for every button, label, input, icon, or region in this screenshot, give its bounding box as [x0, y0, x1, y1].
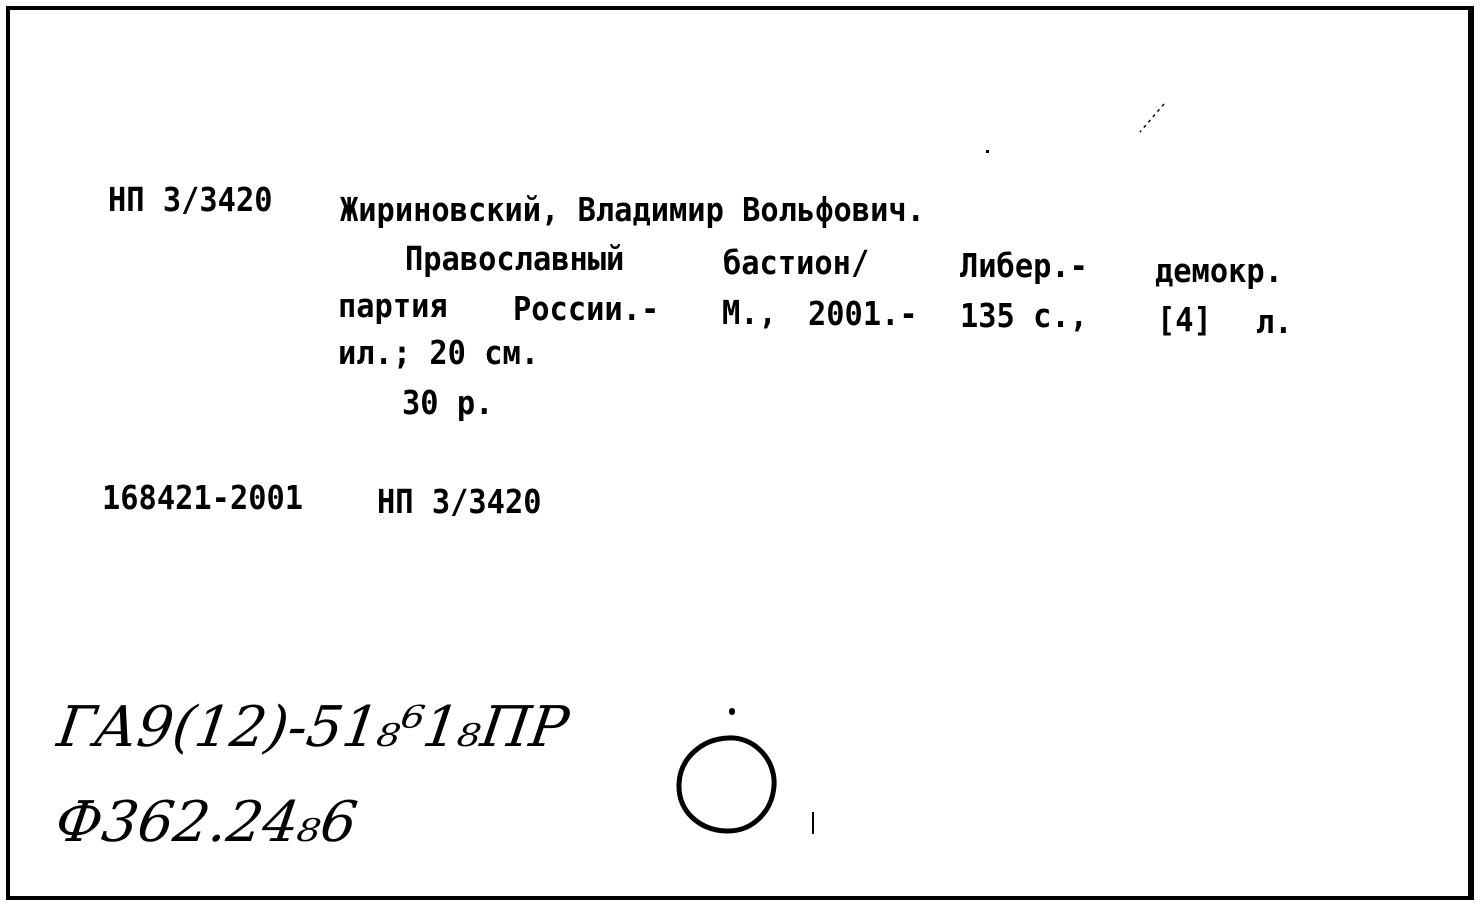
pub-word-7: л. [1256, 302, 1293, 341]
title-word-2: бастион/ [723, 243, 870, 282]
pub-word-4: 2001.- [808, 294, 918, 333]
pub-word-1: партия [338, 286, 448, 325]
speck-mark [729, 708, 735, 715]
illustration-line: ил.; 20 см. [338, 333, 540, 372]
pub-word-6: [4] [1157, 300, 1212, 339]
price: 30 р. [402, 383, 494, 422]
handwritten-classification: ГА9(12)-51₈⁶1₈ПР [53, 695, 573, 760]
accession-number: 168421-2001 [102, 478, 304, 517]
pub-word-2: России.- [513, 289, 660, 328]
title-word-1: Православный [405, 239, 625, 278]
title-word-4: демокр. [1155, 251, 1283, 290]
speck-mark [986, 150, 989, 153]
circle-stamp-icon [672, 732, 784, 838]
pub-word-3: М., [722, 293, 777, 332]
speck-mark [812, 812, 814, 834]
title-word-3: Либер.- [960, 246, 1088, 285]
author-line: Жириновский, Владимир Вольфович. [340, 190, 925, 229]
shelf-mark-bottom: НП 3/3420 [377, 482, 542, 521]
pencil-stroke-mark [1136, 100, 1168, 136]
pub-word-5: 135 с., [960, 296, 1088, 335]
handwritten-index: Ф362.24₈6 [51, 790, 362, 855]
shelf-mark: НП 3/3420 [108, 180, 273, 219]
